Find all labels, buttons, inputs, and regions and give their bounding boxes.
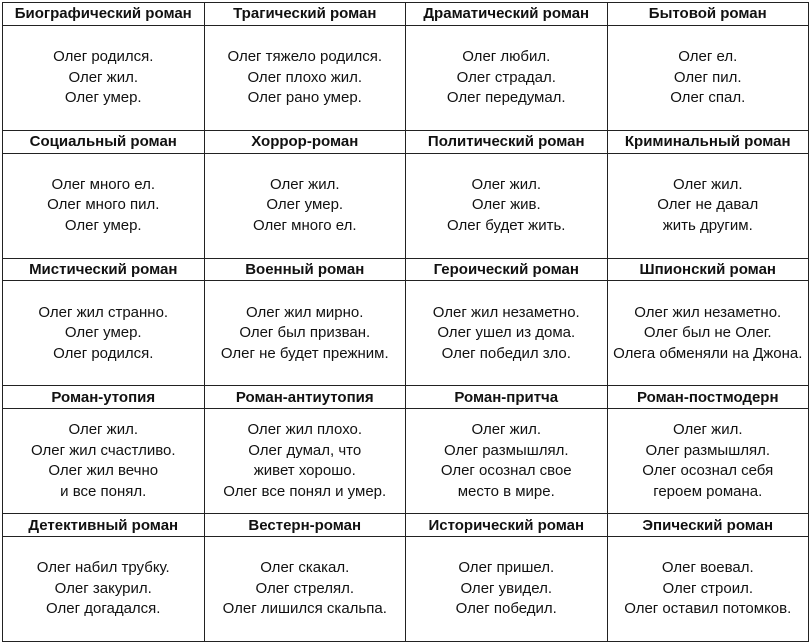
genre-description bbox=[406, 153, 608, 258]
description-line: Олег спал. bbox=[670, 89, 746, 107]
description-line: Олег победил зло. bbox=[441, 344, 571, 362]
genre-description bbox=[406, 25, 608, 130]
genre-title: Роман-утопия bbox=[3, 386, 205, 409]
genre-description bbox=[3, 409, 205, 514]
description-line: Олег тяжело родился. bbox=[227, 48, 383, 66]
genre-title: Военный роман bbox=[204, 258, 406, 281]
content-row bbox=[3, 536, 809, 641]
description-line: Олег умер. bbox=[64, 324, 142, 342]
description-line: Олег жил. bbox=[672, 421, 743, 439]
description-line: Олег набил трубку. bbox=[36, 559, 170, 577]
genre-title: Бытовой роман bbox=[607, 3, 809, 26]
description-line: Олег будет жить. bbox=[447, 216, 566, 234]
description-line: Олег размышлял. bbox=[443, 441, 569, 459]
genre-description bbox=[607, 409, 809, 514]
content-row bbox=[3, 281, 809, 386]
genre-description bbox=[3, 153, 205, 258]
genre-title: Шпионский роман bbox=[607, 258, 809, 281]
genre-title: Детективный роман bbox=[3, 514, 205, 537]
genre-title: Роман-притча bbox=[406, 386, 608, 409]
description-line: Олега обменяли на Джона. bbox=[613, 344, 803, 362]
description-line: жить другим. bbox=[662, 216, 753, 234]
genre-description bbox=[204, 25, 406, 130]
genre-description bbox=[607, 25, 809, 130]
description-line: Олег жил. bbox=[68, 68, 139, 86]
genre-description bbox=[406, 409, 608, 514]
header-row bbox=[3, 386, 809, 409]
description-line: Олег размышлял. bbox=[645, 441, 771, 459]
description-line: Олег жив. bbox=[471, 196, 541, 214]
description-line: Олег умер. bbox=[64, 216, 142, 234]
genre-title: Мистический роман bbox=[3, 258, 205, 281]
header-row bbox=[3, 514, 809, 537]
description-line: героем романа. bbox=[653, 482, 763, 500]
genre-title: Героический роман bbox=[406, 258, 608, 281]
genre-title: Вестерн-роман bbox=[204, 514, 406, 537]
description-line: Олег пришел. bbox=[458, 559, 555, 577]
genre-description bbox=[607, 153, 809, 258]
genre-description bbox=[3, 281, 205, 386]
genre-title: Хоррор-роман bbox=[204, 130, 406, 153]
genre-description bbox=[406, 281, 608, 386]
description-line: Олег родился. bbox=[53, 48, 154, 66]
genre-title: Криминальный роман bbox=[607, 130, 809, 153]
description-line: Олег много ел. bbox=[51, 175, 156, 193]
description-line: место в мире. bbox=[457, 482, 555, 500]
genre-title: Социальный роман bbox=[3, 130, 205, 153]
genre-title: Трагический роман bbox=[204, 3, 406, 26]
description-line: Олег жил незаметно. bbox=[432, 303, 580, 321]
description-line: Олег жил вечно bbox=[48, 462, 159, 480]
description-line: Олег страдал. bbox=[456, 68, 556, 86]
genre-description bbox=[406, 536, 608, 641]
description-line: Олег пил. bbox=[673, 68, 742, 86]
header-row bbox=[3, 130, 809, 153]
description-line: Олег воевал. bbox=[661, 559, 754, 577]
description-line: Олег много ел. bbox=[252, 216, 357, 234]
description-line: Олег жил счастливо. bbox=[30, 441, 176, 459]
genre-description bbox=[204, 409, 406, 514]
genres-table bbox=[2, 2, 809, 642]
description-line: Олег думал, что bbox=[248, 441, 362, 459]
description-line: Олег ушел из дома. bbox=[437, 324, 576, 342]
description-line: Олег осознал себя bbox=[642, 462, 774, 480]
description-line: Олег жил. bbox=[68, 421, 139, 439]
content-row bbox=[3, 153, 809, 258]
description-line: Олег любил. bbox=[462, 48, 551, 66]
description-line: Олег осознал свое bbox=[440, 462, 572, 480]
description-line: Олег умер. bbox=[64, 89, 142, 107]
genre-title: Биографический роман bbox=[3, 3, 205, 26]
header-row bbox=[3, 3, 809, 26]
description-line: Олег жил. bbox=[471, 175, 542, 193]
description-line: Олег ел. bbox=[678, 48, 738, 66]
header-row bbox=[3, 258, 809, 281]
description-line: Олег был не Олег. bbox=[643, 324, 772, 342]
description-line: Олег жил. bbox=[672, 175, 743, 193]
description-line: Олег закурил. bbox=[54, 579, 152, 597]
genre-description bbox=[3, 25, 205, 130]
description-line: живет хорошо. bbox=[253, 462, 356, 480]
description-line: Олег стрелял. bbox=[255, 579, 355, 597]
description-line: Олег жил. bbox=[471, 421, 542, 439]
description-line: Олег жил странно. bbox=[38, 303, 169, 321]
description-line: Олег скакал. bbox=[260, 559, 350, 577]
description-line: Олег строил. bbox=[662, 579, 754, 597]
description-line: Олег оставил потомков. bbox=[624, 600, 792, 618]
genre-title: Роман-постмодерн bbox=[607, 386, 809, 409]
description-line: Олег жил незаметно. bbox=[634, 303, 782, 321]
genre-description bbox=[607, 536, 809, 641]
genre-description bbox=[607, 281, 809, 386]
genre-title: Политический роман bbox=[406, 130, 608, 153]
description-line: Олег умер. bbox=[266, 196, 344, 214]
genre-title: Эпический роман bbox=[607, 514, 809, 537]
description-line: Олег жил плохо. bbox=[247, 421, 363, 439]
description-line: и все понял. bbox=[60, 482, 147, 500]
description-line: Олег увидел. bbox=[460, 579, 553, 597]
genre-description bbox=[204, 153, 406, 258]
description-line: Олег родился. bbox=[53, 344, 154, 362]
description-line: Олег победил. bbox=[455, 600, 557, 618]
description-line: Олег много пил. bbox=[47, 196, 160, 214]
genre-title: Роман-антиутопия bbox=[204, 386, 406, 409]
description-line: Олег не будет прежним. bbox=[220, 344, 389, 362]
genre-description bbox=[204, 536, 406, 641]
description-line: Олег плохо жил. bbox=[247, 68, 363, 86]
content-row bbox=[3, 409, 809, 514]
description-line: Олег догадался. bbox=[46, 600, 161, 618]
description-line: Олег лишился скальпа. bbox=[222, 600, 387, 618]
genre-description bbox=[204, 281, 406, 386]
description-line: Олег жил мирно. bbox=[246, 303, 364, 321]
genre-description bbox=[3, 536, 205, 641]
content-row bbox=[3, 25, 809, 130]
genre-title: Драматический роман bbox=[406, 3, 608, 26]
description-line: Олег все понял и умер. bbox=[223, 482, 387, 500]
description-line: Олег передумал. bbox=[446, 89, 566, 107]
description-line: Олег жил. bbox=[269, 175, 340, 193]
description-line: Олег рано умер. bbox=[247, 89, 362, 107]
table-body bbox=[3, 3, 809, 642]
genre-title: Исторический роман bbox=[406, 514, 608, 537]
description-line: Олег был призван. bbox=[239, 324, 371, 342]
description-line: Олег не давал bbox=[657, 196, 759, 214]
